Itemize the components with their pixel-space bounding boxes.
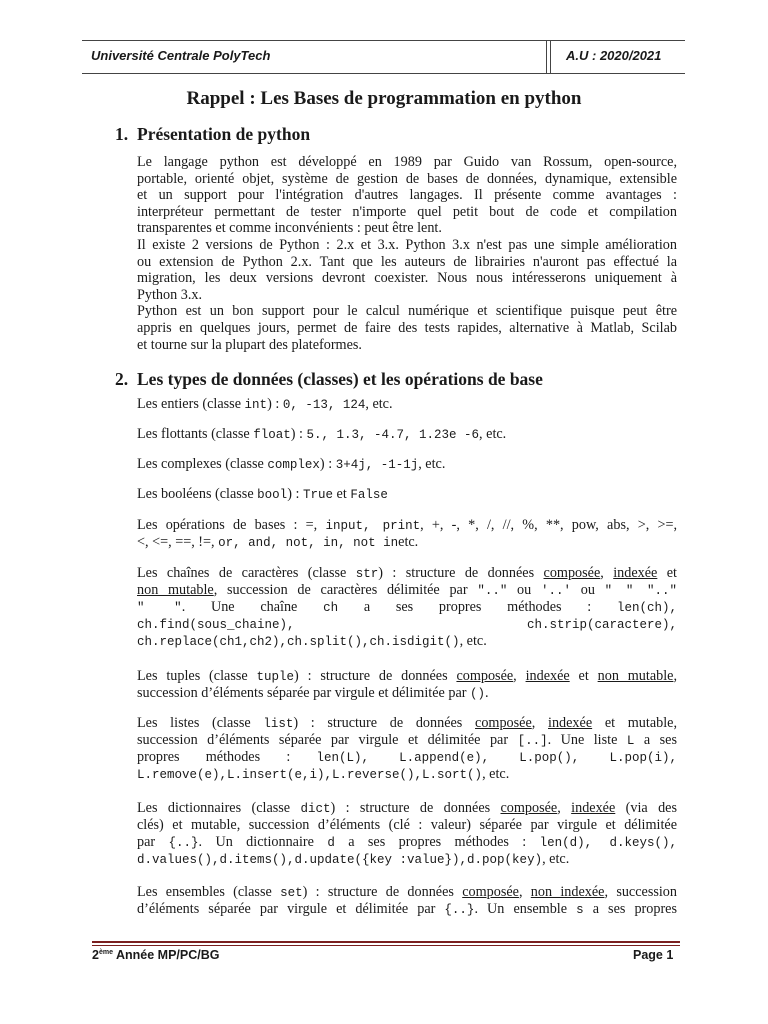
paragraph-line: appris en quelques jours, permet de faire des tests rapides, alternative à Matlab, Scilab	[137, 319, 677, 336]
page-header	[82, 40, 685, 74]
paragraph-line: et tourne sur la plupart des plateformes.	[137, 336, 362, 353]
operations-paragraph: Les opérations de bases : =, input, print, +, -, *, /, //, %, **, pow, abs, >, >=, <, <=, ==, !=, or, and, not, in, not inetc.	[137, 517, 678, 550]
paragraph-line: et un support pour l'intégration d'autres langages. Il présente comme avantages :	[137, 187, 677, 204]
paragraph-line: Python 3.x.	[137, 286, 203, 303]
str-paragraph: Les chaînes de caractères (classe str) : structure de données composée, indexée et non mutable, succession de caractères délimitée par ".." ou '..' ou " " ".." " ". Une chaîne ch a ses propres méthodes : len(ch), ch.find(sous_chaine), ch.strip(caractere), ch.replace(ch1,ch2),ch.split(),ch.isdigit(), etc.	[137, 565, 678, 649]
paragraph-line: Le langage python est développé en 1989 par Guido van Rossum, open-source,	[137, 154, 677, 170]
dict-paragraph: Les dictionnaires (classe dict) : structure de données composée, indexée (via des clés) et mutable, succession d’éléments (clé : valeur) séparée par virgule et délimitée par {..}. Un dictionnaire d a ses propres méthodes : len(d), d.keys(), d.values(),d.items(),d.update({key :value}),d.pop(key), etc.	[137, 800, 677, 867]
footer-rule-thin	[92, 945, 680, 946]
complex-line: Les complexes (classe complex) : 3+4j, -1-1j, etc.	[137, 456, 446, 472]
university-name: Université Centrale PolyTech	[91, 48, 271, 63]
set-paragraph: Les ensembles (classe set) : structure de données composée, non indexée, succession d’éléments séparée par virgule et délimitée par {..}. Un ensemble s a ses propres	[137, 884, 678, 917]
page-number: Page 1	[633, 948, 674, 962]
section-heading-1: 1. Présentation de python	[115, 124, 311, 144]
footer-class-level: 2ème Année MP/PC/BG	[92, 948, 220, 962]
paragraph-line: portable, orienté objet, système de gestion de bases de données, dynamique, extensible	[137, 170, 677, 187]
footer-rule-thick	[92, 941, 680, 943]
section-heading-2: 2. Les types de données (classes) et les opérations de base	[115, 369, 543, 389]
paragraph-line: ou extension de Python 2.x. Tant que les auteurs de librairies n'auront pas effectué la	[137, 253, 677, 270]
paragraph-line: Python est un bon support pour le calcul numérique et scientifique puisque peut être	[137, 303, 677, 320]
ints-line: Les entiers (classe int) : 0, -13, 124, etc.	[137, 396, 393, 412]
list-paragraph: Les listes (classe list) : structure de données composée, indexée et mutable, succession d’éléments séparée par virgule et délimitée par [..]. Une liste L a ses propres méthodes : len(L), L.append(e), L.pop(), L.pop(i), L.remove(e),L.insert(e,i),L.reverse(),L.sort(), etc.	[137, 715, 678, 782]
academic-year: A.U : 2020/2021	[566, 48, 662, 63]
paragraph-line: transparentes et comme inconvénients : peut être lent.	[137, 220, 442, 237]
bools-line: Les booléens (classe bool) : True et False	[137, 486, 388, 502]
header-divider	[550, 40, 551, 74]
paragraph-line: Il existe 2 versions de Python : 2.x et 3.x. Python 3.x n'est pas une simple amélioration	[137, 236, 677, 253]
header-rule-top	[82, 40, 685, 41]
tuple-paragraph: Les tuples (classe tuple) : structure de données composée, indexée et non mutable, succession d’éléments séparée par virgule et délimitée par ().	[137, 668, 677, 701]
paragraph-line: migration, les deux versions devront coexister. Nous nous intéresserons uniquement à	[137, 270, 677, 287]
section-1-body	[137, 154, 677, 353]
document-title: Rappel : Les Bases de programmation en python	[186, 88, 582, 109]
header-divider	[546, 40, 547, 74]
paragraph-line: interpréteur permettant de tester n'importe quel petit bout de code et compilation	[137, 203, 677, 220]
floats-line: Les flottants (classe float) : 5., 1.3, -4.7, 1.23e -6, etc.	[137, 426, 507, 442]
header-rule-bottom	[82, 73, 685, 74]
